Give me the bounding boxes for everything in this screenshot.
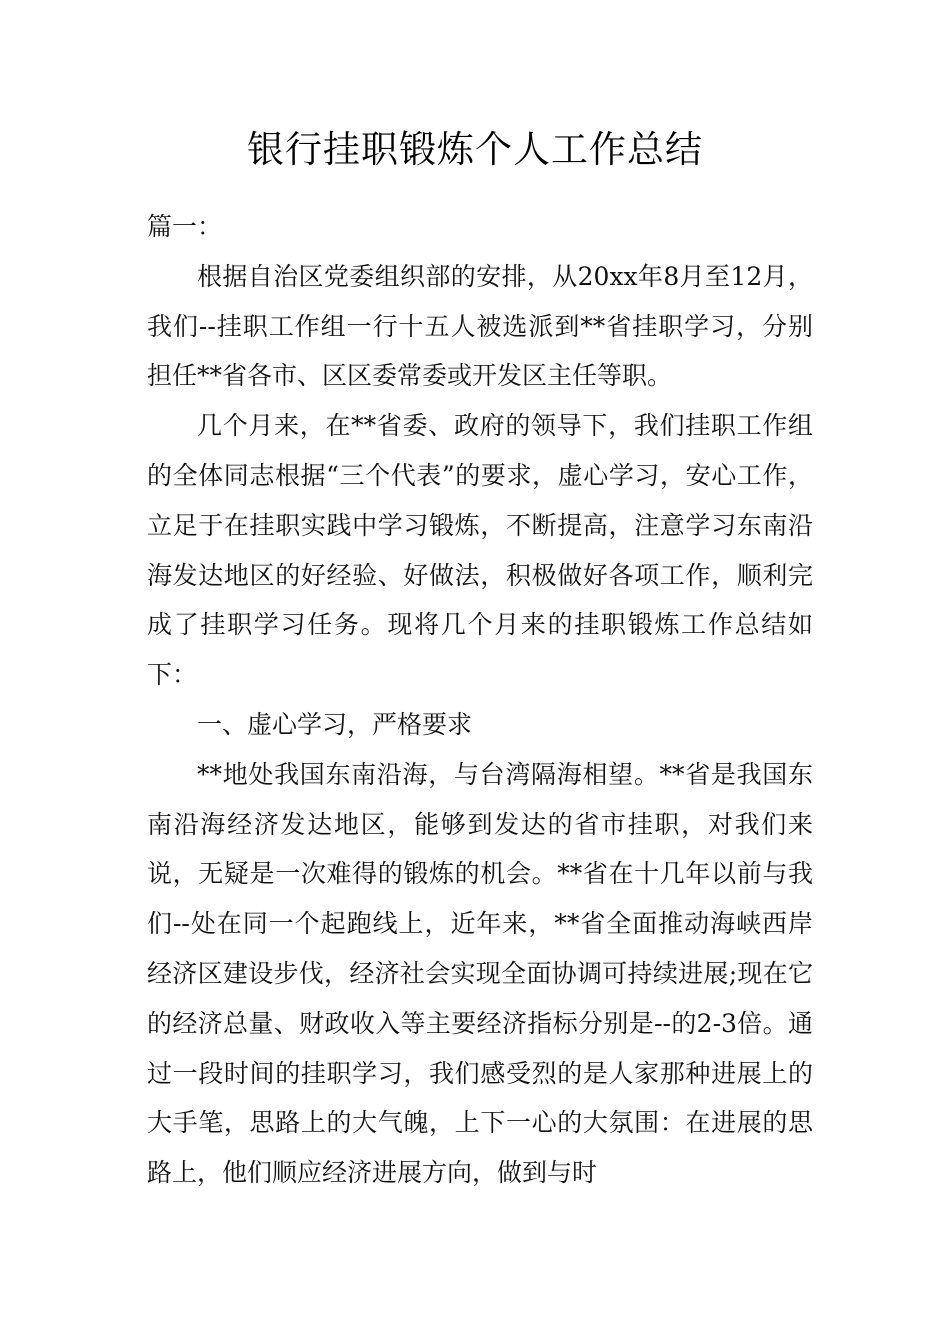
document-body (147, 202, 813, 1198)
section-label: 篇一： (147, 212, 223, 241)
document-title: 银行挂职锻炼个人工作总结 (247, 128, 703, 171)
paragraph-body: **地处我国东南沿海，与台湾隔海相望。**省是我国东南沿海经济发达地区，能够到发达的省市挂职，对我们来说，无疑是一次难得的锻炼的机会。**省在十几年以前与我们--处在同一个起跑线上，近年来，**省全面推动海峡西岸经济区建设步伐，经济社会实现全面协调可持续进展;现在它的经济总量、财政收入等主要经济指标分别是--的2-3倍。通过一段时间的挂职学习，我们感受烈的是人家那种进展上的大手笔，思路上的大气魄，上下一心的大氛围：在进展的思路上，他们顺应经济进展方向，做到与时 (147, 759, 813, 1188)
paragraph-intro: 根据自治区党委组织部的安排，从20xx年8月至12月，我们--挂职工作组一行十五人被选派到**省挂职学习，分别担任**省各市、区区委常委或开发区主任等职。 (147, 261, 813, 391)
paragraph-summary: 几个月来，在**省委、政府的领导下，我们挂职工作组的全体同志根据“三个代表”的要求，虚心学习，安心工作，立足于在挂职实践中学习锻炼，不断提高，注意学习东南沿海发达地区的好经验、好做法，积极做好各项工作，顺利完成了挂职学习任务。现将几个月来的挂职锻炼工作总结如下： (147, 411, 813, 690)
section-heading: 一、虚心学习，严格要求 (197, 709, 473, 739)
